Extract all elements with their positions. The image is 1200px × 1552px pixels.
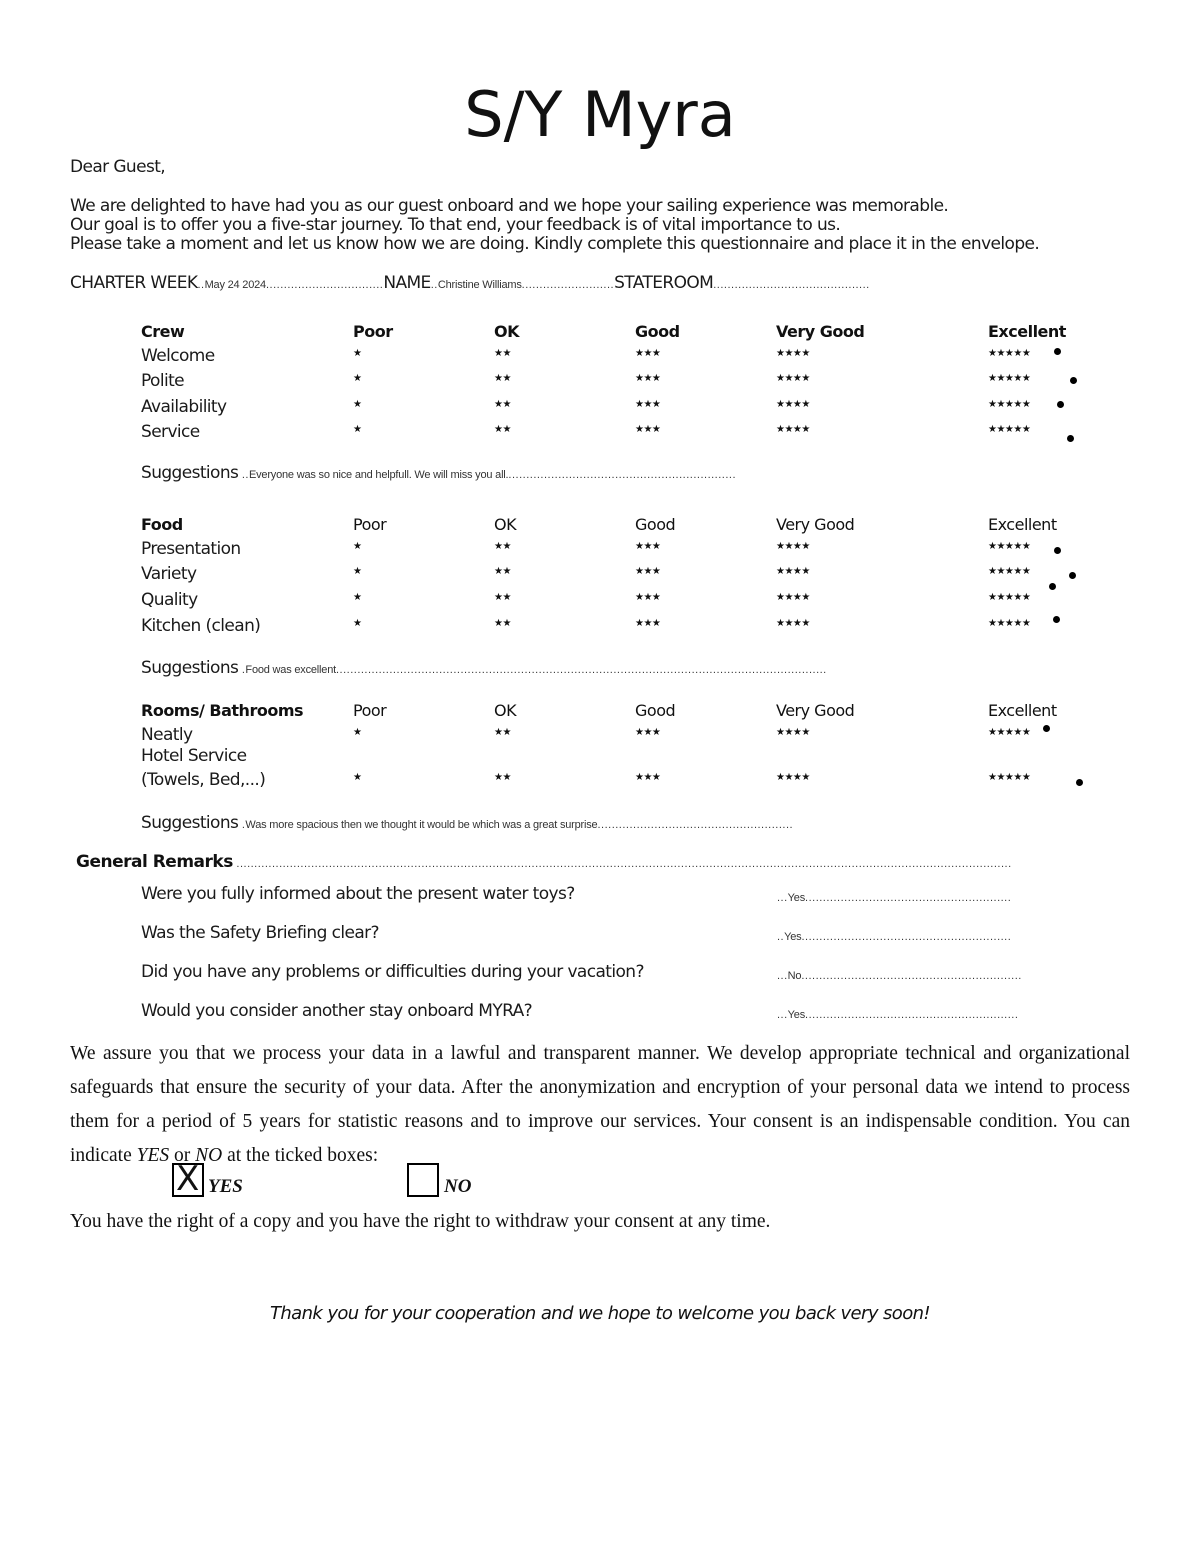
answer-another-stay[interactable]: Yes: [787, 1009, 806, 1021]
rating-excellent[interactable]: ★★★★★: [988, 618, 1031, 629]
answer-row: ...Yes............................................................: [777, 1009, 1019, 1021]
row-label-variety: Variety: [141, 564, 197, 584]
rating-very-good[interactable]: ★★★★: [776, 566, 810, 577]
general-remarks-row: [76, 852, 1012, 872]
rating-ok[interactable]: ★★: [494, 424, 511, 435]
row-label-quality: Quality: [141, 590, 198, 610]
consent-paragraph: We assure you that we process your data in a lawful and transparent manner. We develop appropriate technical and organizational safeguards that ensure the security of your data. After the anonymization and encryption of your personal data we intend to process them for a period of 5 years for statistic reasons and to improve our services. Your consent is an indispensable condition. You can indicate YES or NO at the ticked boxes:: [70, 1043, 1130, 1166]
name-field[interactable]: Christine Williams: [437, 279, 522, 291]
answer-safety-briefing[interactable]: Yes: [784, 931, 802, 943]
col-poor: Poor: [353, 701, 387, 720]
greeting: Dear Guest,: [70, 157, 166, 177]
rating-excellent[interactable]: ★★★★★: [988, 592, 1031, 603]
col-excellent: Excellent: [988, 322, 1066, 341]
col-ok: OK: [494, 701, 517, 720]
rating-poor[interactable]: ★: [353, 399, 362, 410]
selected-mark-dot: [1043, 725, 1050, 732]
answer-row: ..Yes...........................................................: [777, 931, 1012, 943]
suggestions-food: Suggestions .Food was excellent..........................................................................................................................................: [141, 658, 827, 678]
rating-ok[interactable]: ★★: [494, 727, 511, 738]
col-poor: Poor: [353, 322, 393, 341]
rating-poor[interactable]: ★: [353, 424, 362, 435]
consent-no-label: NO: [444, 1176, 472, 1197]
rating-excellent[interactable]: ★★★★★: [988, 772, 1031, 783]
row-label-neatly: Neatly: [141, 725, 193, 745]
col-poor: Poor: [353, 515, 387, 534]
answer-problems[interactable]: No: [787, 970, 802, 982]
consent-rights: You have the right of a copy and you have the right to withdraw your consent at any time.: [70, 1211, 771, 1232]
rating-excellent[interactable]: ★★★★★: [988, 541, 1031, 552]
general-remarks-field[interactable]: ..........................................................................................................................................................................................................................: [232, 858, 1012, 870]
selected-mark-dot: [1067, 435, 1074, 442]
rating-poor[interactable]: ★: [353, 348, 362, 359]
answer-water-toys[interactable]: Yes: [787, 892, 806, 904]
col-very-good: Very Good: [776, 515, 855, 534]
rating-poor[interactable]: ★: [353, 373, 362, 384]
rating-excellent[interactable]: ★★★★★: [988, 348, 1031, 359]
col-good: Good: [635, 515, 676, 534]
rating-ok[interactable]: ★★: [494, 348, 511, 359]
suggestions-crew-field[interactable]: Everyone was so nice and helpfull. We will miss you all.: [248, 469, 509, 481]
col-very-good: Very Good: [776, 701, 855, 720]
selected-mark-dot: [1070, 377, 1077, 384]
rating-ok[interactable]: ★★: [494, 772, 511, 783]
question-water-toys: Were you fully informed about the present water toys?: [141, 884, 575, 904]
rating-poor[interactable]: ★: [353, 727, 362, 738]
row-label-polite: Polite: [141, 371, 185, 391]
suggestions-rooms-field[interactable]: Was more spacious then we thought it would be which was a great surprise: [245, 819, 598, 831]
rating-ok[interactable]: ★★: [494, 566, 511, 577]
selected-mark-dot: [1054, 547, 1061, 554]
rating-excellent[interactable]: ★★★★★: [988, 373, 1031, 384]
stateroom-field[interactable]: ............................................: [713, 279, 870, 291]
selected-mark-dot: [1076, 779, 1083, 786]
section-title-crew: Crew: [141, 322, 185, 341]
rating-ok[interactable]: ★★: [494, 399, 511, 410]
guest-info-line: CHARTER WEEK..May 24 2024.................................NAME..Christine Williams..........................STATEROOM............................................: [70, 273, 870, 293]
suggestions-label: Suggestions: [141, 813, 239, 833]
stateroom-label: STATEROOM: [614, 273, 714, 293]
rating-excellent[interactable]: ★★★★★: [988, 399, 1031, 410]
rating-ok[interactable]: ★★: [494, 592, 511, 603]
name-label: NAME: [383, 273, 431, 293]
suggestions-label: Suggestions: [141, 658, 239, 678]
selected-mark-dot: [1053, 616, 1060, 623]
rating-very-good[interactable]: ★★★★: [776, 541, 810, 552]
suggestions-label: Suggestions: [141, 463, 239, 483]
rating-ok[interactable]: ★★: [494, 541, 511, 552]
rating-very-good[interactable]: ★★★★: [776, 373, 810, 384]
answer-row: ...Yes..........................................................: [777, 892, 1012, 904]
col-good: Good: [635, 701, 676, 720]
rating-good[interactable]: ★★★: [635, 424, 661, 435]
suggestions-rooms: Suggestions .Was more spacious then we thought it would be which was a great surprise.......................................................: [141, 813, 794, 833]
question-problems: Did you have any problems or difficulties during your vacation?: [141, 962, 644, 982]
consent-yes-label: YES: [208, 1176, 243, 1197]
intro-line-2: Our goal is to offer you a five-star journey. To that end, your feedback is of vital importance to us.: [70, 215, 841, 235]
col-very-good: Very Good: [776, 322, 865, 341]
intro-line-1: We are delighted to have had you as our guest onboard and we hope your sailing experience was memorable.: [70, 196, 949, 216]
general-remarks-title: General Remarks: [76, 852, 233, 872]
selected-mark-dot: [1069, 572, 1076, 579]
consent-yes-checkbox[interactable]: [172, 1159, 204, 1199]
selected-mark-dot: [1054, 348, 1061, 355]
rating-very-good[interactable]: ★★★★: [776, 727, 810, 738]
rating-ok[interactable]: ★★: [494, 618, 511, 629]
rating-good[interactable]: ★★★: [635, 399, 661, 410]
col-ok: OK: [494, 322, 519, 341]
col-good: Good: [635, 322, 680, 341]
rating-excellent[interactable]: ★★★★★: [988, 727, 1031, 738]
rating-good[interactable]: ★★★: [635, 541, 661, 552]
col-excellent: Excellent: [988, 515, 1057, 534]
selected-mark-dot: [1057, 401, 1064, 408]
rating-poor[interactable]: ★: [353, 592, 362, 603]
suggestions-crew: Suggestions ..Everyone was so nice and helpfull. We will miss you all.................................................................: [141, 463, 737, 483]
selected-mark-dot: [1049, 583, 1056, 590]
rating-very-good[interactable]: ★★★★: [776, 618, 810, 629]
question-another-stay: Would you consider another stay onboard MYRA?: [141, 1001, 533, 1021]
row-label-kitchen: Kitchen (clean): [141, 616, 261, 636]
rating-good[interactable]: ★★★: [635, 618, 661, 629]
rating-excellent[interactable]: ★★★★★: [988, 424, 1031, 435]
rating-poor[interactable]: ★: [353, 772, 362, 783]
rating-good[interactable]: ★★★: [635, 772, 661, 783]
rating-good[interactable]: ★★★: [635, 592, 661, 603]
row-label-availability: Availability: [141, 397, 227, 417]
col-ok: OK: [494, 515, 517, 534]
rating-poor[interactable]: ★: [353, 541, 362, 552]
section-title-food: Food: [141, 515, 183, 534]
row-label-presentation: Presentation: [141, 539, 241, 559]
rating-poor[interactable]: ★: [353, 566, 362, 577]
rating-very-good[interactable]: ★★★★: [776, 348, 810, 359]
thank-you-message: Thank you for your cooperation and we hope to welcome you back very soon!: [269, 1303, 931, 1324]
suggestions-food-field[interactable]: Food was excellent: [245, 664, 336, 676]
rating-very-good[interactable]: ★★★★: [776, 772, 810, 783]
rating-poor[interactable]: ★: [353, 618, 362, 629]
section-title-rooms: Rooms/ Bathrooms: [141, 701, 304, 720]
charter-week-label: CHARTER WEEK: [70, 273, 198, 293]
rating-very-good[interactable]: ★★★★: [776, 424, 810, 435]
intro-line-3: Please take a moment and let us know how we are doing. Kindly complete this questionnaire and place it in the envelope.: [70, 234, 1040, 254]
row-label-hotel-service: Hotel Service: [141, 746, 247, 766]
rating-very-good[interactable]: ★★★★: [776, 592, 810, 603]
answer-row: ...No..............................................................: [777, 970, 1022, 982]
consent-no-checkbox[interactable]: [407, 1163, 439, 1197]
rating-ok[interactable]: ★★: [494, 373, 511, 384]
checkmark-x-icon: X: [176, 1159, 200, 1199]
rating-good[interactable]: ★★★: [635, 566, 661, 577]
rating-good[interactable]: ★★★: [635, 727, 661, 738]
rating-excellent[interactable]: ★★★★★: [988, 566, 1031, 577]
col-excellent: Excellent: [988, 701, 1057, 720]
page-title: S/Y Myra: [464, 78, 736, 151]
charter-week-field[interactable]: May 24 2024: [204, 279, 266, 291]
row-label-hotel-service-detail: (Towels, Bed,...): [141, 770, 266, 790]
row-label-welcome: Welcome: [141, 346, 215, 366]
row-label-service: Service: [141, 422, 200, 442]
rating-good[interactable]: ★★★: [635, 373, 661, 384]
question-safety-briefing: Was the Safety Briefing clear?: [141, 923, 379, 943]
rating-good[interactable]: ★★★: [635, 348, 661, 359]
rating-very-good[interactable]: ★★★★: [776, 399, 810, 410]
